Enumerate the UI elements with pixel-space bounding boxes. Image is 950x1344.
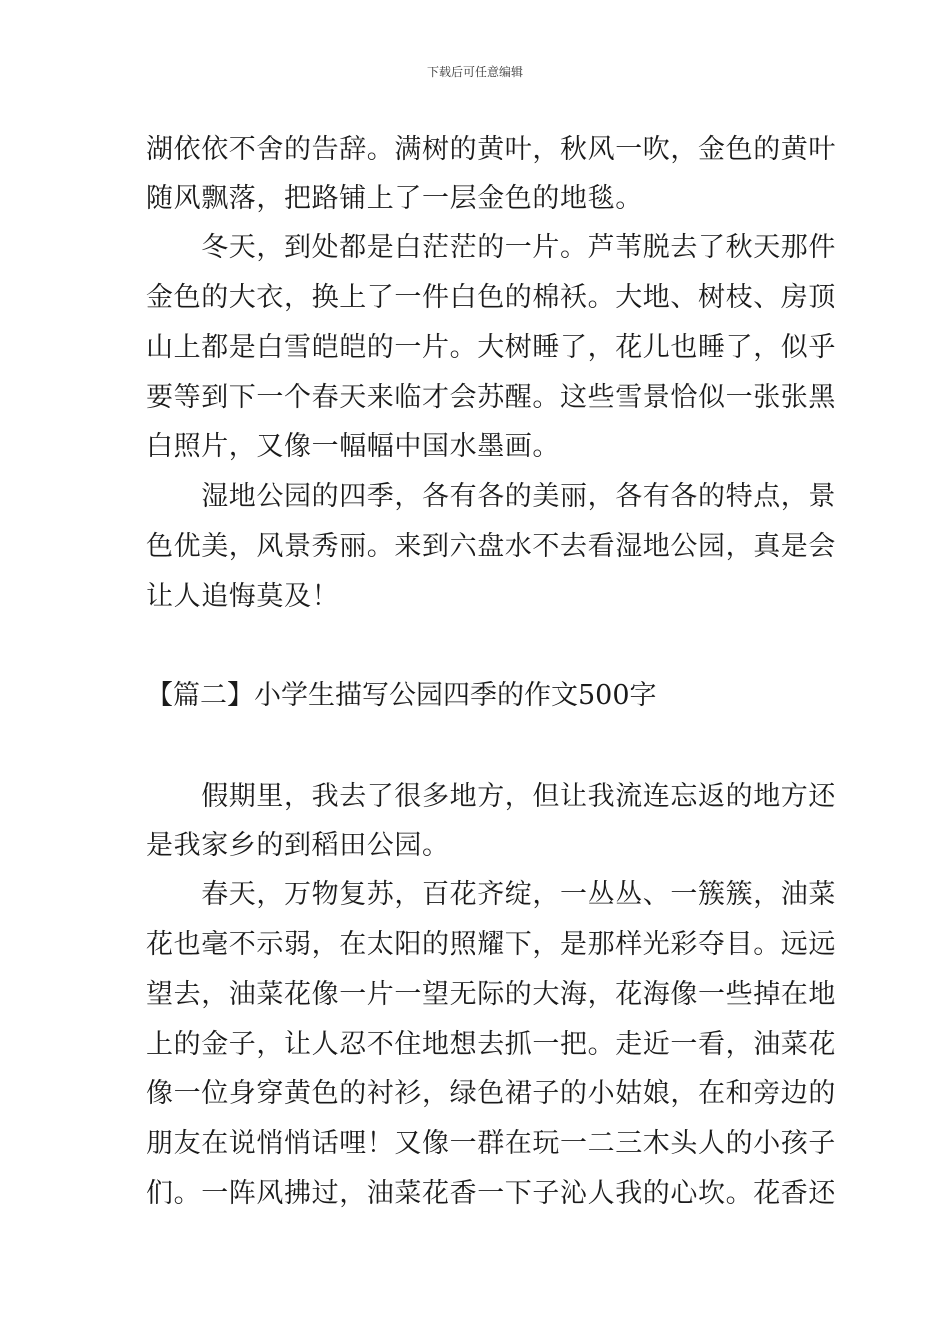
text-line: 花也毫不示弱，在太阳的照耀下，是那样光彩夺目。远远 [146,929,836,960]
page-header-note: 下载后可任意编辑 [426,65,523,79]
text-line: 白照片，又像一幅幅中国水墨画。 [146,431,560,462]
text-line: 春天，万物复苏，百花齐绽，一丛丛、一簇簇，油菜 [146,879,836,910]
text-line: 让人追悔莫及！ [146,581,340,612]
text-line: 假期里，我去了很多地方，但让我流连忘返的地方还 [146,781,836,812]
text-line: 色优美，风景秀丽。来到六盘水不去看湿地公园，真是会 [146,531,836,562]
text-line: 要等到下一个春天来临才会苏醒。这些雪景恰似一张张黑 [146,382,836,413]
text-line: 山上都是白雪皑皑的一片。大树睡了，花儿也睡了，似乎 [146,332,836,363]
text-line: 望去，油菜花像一片一望无际的大海，花海像一些掉在地 [146,979,836,1010]
text-line: 湖依依不舍的告辞。满树的黄叶，秋风一吹，金色的黄叶 [146,134,836,165]
text-line: 冬天，到处都是白茫茫的一片。芦苇脱去了秋天那件 [146,232,836,263]
text-line: 上的金子，让人忍不住地想去抓一把。走近一看，油菜花 [146,1029,836,1060]
text-line: 金色的大衣，换上了一件白色的棉袄。大地、树枝、房顶 [146,282,836,313]
text-line: 随风飘落，把路铺上了一层金色的地毯。 [146,183,643,214]
text-line: 们。一阵风拂过，油菜花香一下子沁人我的心坎。花香还 [146,1178,836,1209]
text-line: 湿地公园的四季，各有各的美丽，各有各的特点，景 [146,481,836,512]
section-heading: 【篇二】小学生描写公园四季的作文500字 [146,680,657,711]
text-line: 是我家乡的到稻田公园。 [146,830,450,861]
text-line: 像一位身穿黄色的衬衫，绿色裙子的小姑娘，在和旁边的 [146,1078,836,1109]
text-line: 朋友在说悄悄话哩！又像一群在玩一二三木头人的小孩子 [146,1128,836,1159]
